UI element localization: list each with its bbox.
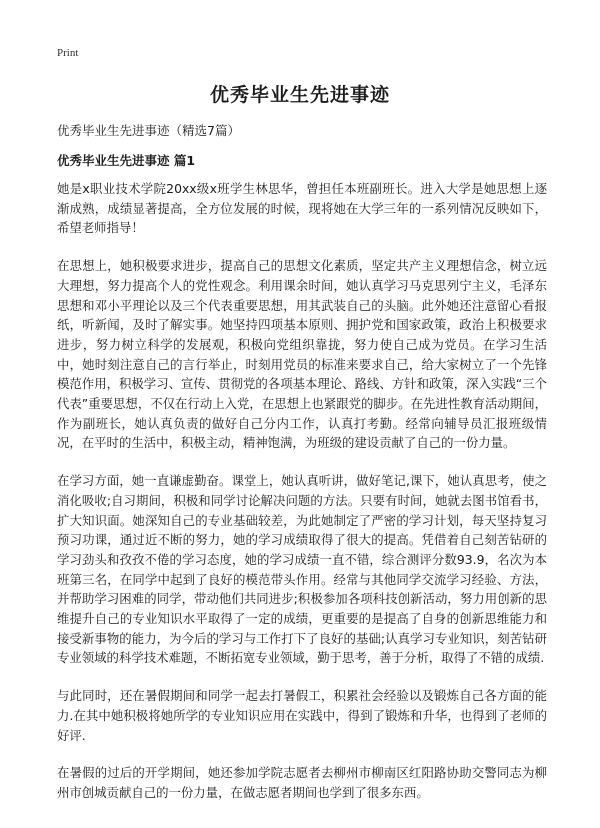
document-title: 优秀毕业生先进事迹 (209, 84, 390, 106)
print-link[interactable]: Print (57, 47, 79, 59)
paragraph-volunteer: 在暑假的过后的开学期间，她还参加学院志愿者去柳州市柳南区红阳路协助交警同志为柳州市创城贡献自己的一份力量，在做志愿者期间也学到了很多东西。 (57, 765, 547, 800)
document-subtitle: 优秀毕业生先进事迹（精选7篇） (57, 123, 240, 138)
paragraph-study: 在学习方面，她一直谦虚勤奋。课堂上，她认真听讲，做好笔记,课下，她认真思考，使之消化吸收;自习期间，积极和同学讨论解决问题的方法。只要有时间，她就去图书馆看书，扩大知识面。她深知自己的专业基础较差，为此她制定了严密的学习计划，每天坚持复习预习功课，通过近不断的努力，她的学习成绩取得了很大的提高。凭借着自己刻苦钻研的学习劲头和孜孜不倦的学习态度，她的学习成绩一直不错，综合测评分数93.9，名次为本班第三名，在同学中起到了良好的模范带头作用。经常与其他同学交流学习经验、方法，并帮助学习困难的同学，带动他们共同进步;积极参加各项科技创新活动，努力用创新的思维提升自己的专业知识水平取得了一定的成绩，更重要的是提高了自身的创新思维能力和接受新事物的能力，为今后的学习与工作打下了良好的基础;认真学习专业知识，刻苦钻研专业领域的科学技术难题，不断拓宽专业领域，勤于思考，善于分析，取得了不错的成绩. (57, 473, 547, 666)
paragraph-ideology: 在思想上，她积极要求进步，提高自己的思想文化素质，坚定共产主义理想信念，树立远大理想，努力提高个人的党性观念。利用课余时间，她认真学习马克思列宁主义，毛泽东思想和邓小平理论以及三个代表重要思想，用其武装自己的头脑。此外她还注意留心看报纸，听新闻，及时了解实事。她坚持四项基本原则、拥护党和国家政策，政治上积极要求进步，努力树立科学的发展观，积极向党组织靠拢，努力使自己成为党员。在学习生活中，她时刻注意自己的言行举止，时刻用党员的标准来要求自己，给大家树立了一个先锋模范作用，积极学习、宣传、贯彻党的各项基本理论、路线、方针和政策，深入实践“三个代表”重要思想，不仅在行动上入党，在思想上也紧跟党的脚步。在先进性教育活动期间，作为副班长，她认真负责的做好自己分内工作，认真打考勤。经常向辅导员汇报班级情况，在平时的生活中，积极主动，精神饱满，为班级的建设贡献了自己的一份力量。 (57, 258, 547, 451)
article-body (57, 179, 547, 821)
paragraph-summer-work: 与此同时，还在暑假期间和同学一起去打暑假工，积累社会经验以及锻炼自己各方面的能力.在其中她积极将她所学的专业知识应用在实践中，得到了锻炼和升华，也得到了老师的好评. (57, 688, 547, 743)
section-heading: 优秀毕业生先进事迹 篇1 (57, 153, 196, 168)
paragraph-intro: 她是x职业技术学院20xx级x班学生林思华，曾担任本班副班长。进入大学是她思想上逐渐成熟，成绩显著提高，全方位发展的时候，现将她在大学三年的一系列情况反映如下，希望老师指导！ (57, 181, 547, 236)
